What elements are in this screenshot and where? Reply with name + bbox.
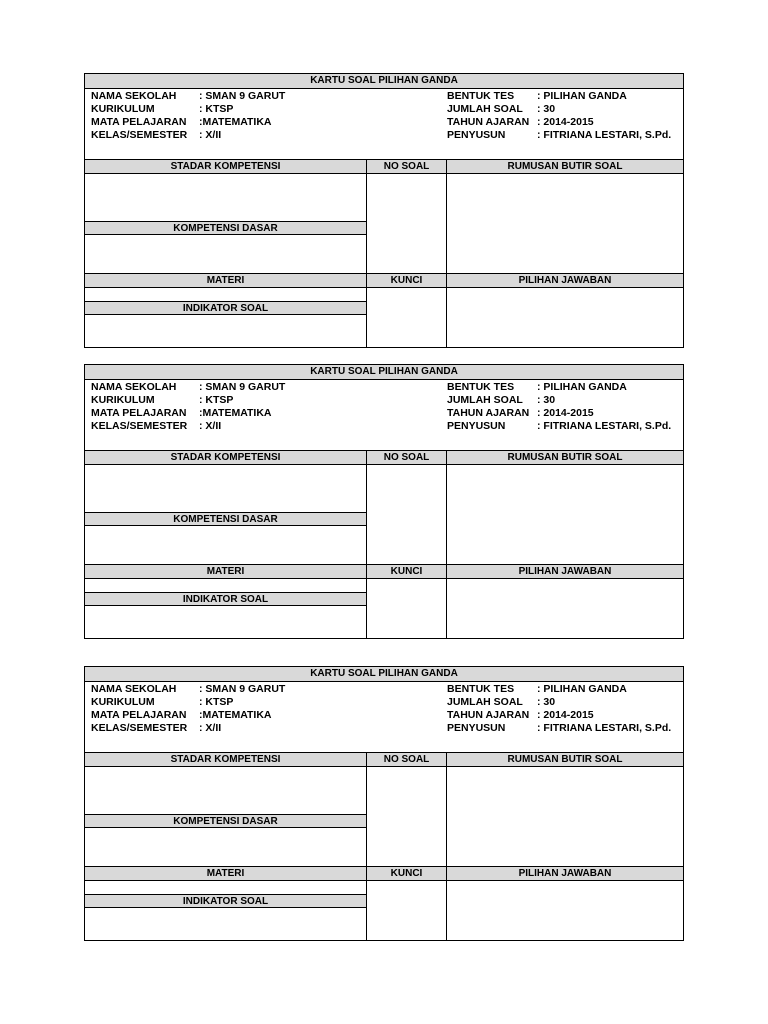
header-materi: MATERI <box>85 274 366 288</box>
info-kurikulum: KURIKULUM : KTSP <box>91 696 234 708</box>
column-divider <box>366 451 367 639</box>
materi-cell[interactable] <box>85 288 366 301</box>
kompetensi-dasar-cell[interactable] <box>85 235 366 273</box>
header-materi: MATERI <box>85 565 366 579</box>
header-pilihan-jawaban: PILIHAN JAWABAN <box>447 565 683 579</box>
header-indikator-soal: INDIKATOR SOAL <box>85 301 366 315</box>
column-divider <box>446 160 447 348</box>
header-stadar-kompetensi: STADAR KOMPETENSI <box>85 160 366 174</box>
stadar-kompetensi-cell[interactable] <box>85 767 366 814</box>
info-tahun-ajaran: TAHUN AJARAN : 2014-2015 <box>447 407 594 419</box>
card-info <box>85 380 683 451</box>
materi-cell[interactable] <box>85 579 366 592</box>
info-kelas-semester: KELAS/SEMESTER : X/II <box>91 722 222 734</box>
header-indikator-soal: INDIKATOR SOAL <box>85 894 366 908</box>
kompetensi-dasar-cell[interactable] <box>85 526 366 564</box>
info-kelas-semester: KELAS/SEMESTER : X/II <box>91 129 222 141</box>
header-stadar-kompetensi: STADAR KOMPETENSI <box>85 753 366 767</box>
materi-cell[interactable] <box>85 881 366 894</box>
info-bentuk-tes: BENTUK TES : PILIHAN GANDA <box>447 683 627 695</box>
info-tahun-ajaran: TAHUN AJARAN : 2014-2015 <box>447 709 594 721</box>
header-kompetensi-dasar: KOMPETENSI DASAR <box>85 512 366 526</box>
header-kunci: KUNCI <box>367 565 446 579</box>
header-kunci: KUNCI <box>367 867 446 881</box>
card-info <box>85 682 683 753</box>
pilihan-jawaban-cell[interactable] <box>447 288 683 348</box>
rumusan-butir-soal-cell[interactable] <box>447 465 683 564</box>
card-info <box>85 89 683 160</box>
header-stadar-kompetensi: STADAR KOMPETENSI <box>85 451 366 465</box>
header-kunci: KUNCI <box>367 274 446 288</box>
indikator-soal-cell[interactable] <box>85 908 366 941</box>
header-indikator-soal: INDIKATOR SOAL <box>85 592 366 606</box>
kunci-cell[interactable] <box>367 881 446 941</box>
header-kompetensi-dasar: KOMPETENSI DASAR <box>85 221 366 235</box>
no-soal-cell[interactable] <box>367 465 446 564</box>
info-tahun-ajaran: TAHUN AJARAN : 2014-2015 <box>447 116 594 128</box>
rumusan-butir-soal-cell[interactable] <box>447 767 683 866</box>
info-kurikulum: KURIKULUM : KTSP <box>91 394 234 406</box>
card-title: KARTU SOAL PILIHAN GANDA <box>85 74 683 89</box>
info-mata-pelajaran: MATA PELAJARAN :MATEMATIKA <box>91 116 272 128</box>
header-pilihan-jawaban: PILIHAN JAWABAN <box>447 274 683 288</box>
stadar-kompetensi-cell[interactable] <box>85 174 366 221</box>
info-kelas-semester: KELAS/SEMESTER : X/II <box>91 420 222 432</box>
info-mata-pelajaran: MATA PELAJARAN :MATEMATIKA <box>91 407 272 419</box>
header-no-soal: NO SOAL <box>367 753 446 767</box>
info-nama-sekolah: NAMA SEKOLAH : SMAN 9 GARUT <box>91 381 286 393</box>
indikator-soal-cell[interactable] <box>85 315 366 348</box>
info-kurikulum: KURIKULUM : KTSP <box>91 103 234 115</box>
info-mata-pelajaran: MATA PELAJARAN :MATEMATIKA <box>91 709 272 721</box>
header-rumusan-butir-soal: RUMUSAN BUTIR SOAL <box>447 451 683 465</box>
kunci-cell[interactable] <box>367 579 446 639</box>
column-divider <box>446 451 447 639</box>
kartu-soal-card-1 <box>84 73 684 348</box>
card-title: KARTU SOAL PILIHAN GANDA <box>85 667 683 682</box>
kartu-soal-card-3 <box>84 666 684 941</box>
pilihan-jawaban-cell[interactable] <box>447 881 683 941</box>
kunci-cell[interactable] <box>367 288 446 348</box>
kompetensi-dasar-cell[interactable] <box>85 828 366 866</box>
header-kompetensi-dasar: KOMPETENSI DASAR <box>85 814 366 828</box>
no-soal-cell[interactable] <box>367 767 446 866</box>
info-penyusun: PENYUSUN : FITRIANA LESTARI, S.Pd. <box>447 722 672 734</box>
rumusan-butir-soal-cell[interactable] <box>447 174 683 273</box>
header-no-soal: NO SOAL <box>367 451 446 465</box>
info-jumlah-soal: JUMLAH SOAL : 30 <box>447 103 556 115</box>
info-jumlah-soal: JUMLAH SOAL : 30 <box>447 394 556 406</box>
info-jumlah-soal: JUMLAH SOAL : 30 <box>447 696 556 708</box>
card-grid <box>85 160 683 348</box>
kartu-soal-card-2 <box>84 364 684 639</box>
card-grid <box>85 451 683 639</box>
header-rumusan-butir-soal: RUMUSAN BUTIR SOAL <box>447 160 683 174</box>
indikator-soal-cell[interactable] <box>85 606 366 639</box>
card-title: KARTU SOAL PILIHAN GANDA <box>85 365 683 380</box>
header-rumusan-butir-soal: RUMUSAN BUTIR SOAL <box>447 753 683 767</box>
card-grid <box>85 753 683 941</box>
info-nama-sekolah: NAMA SEKOLAH : SMAN 9 GARUT <box>91 683 286 695</box>
header-no-soal: NO SOAL <box>367 160 446 174</box>
column-divider <box>446 753 447 941</box>
header-pilihan-jawaban: PILIHAN JAWABAN <box>447 867 683 881</box>
column-divider <box>366 753 367 941</box>
header-materi: MATERI <box>85 867 366 881</box>
info-penyusun: PENYUSUN : FITRIANA LESTARI, S.Pd. <box>447 420 672 432</box>
info-bentuk-tes: BENTUK TES : PILIHAN GANDA <box>447 90 627 102</box>
stadar-kompetensi-cell[interactable] <box>85 465 366 512</box>
pilihan-jawaban-cell[interactable] <box>447 579 683 639</box>
info-penyusun: PENYUSUN : FITRIANA LESTARI, S.Pd. <box>447 129 672 141</box>
no-soal-cell[interactable] <box>367 174 446 273</box>
info-bentuk-tes: BENTUK TES : PILIHAN GANDA <box>447 381 627 393</box>
info-nama-sekolah: NAMA SEKOLAH : SMAN 9 GARUT <box>91 90 286 102</box>
column-divider <box>366 160 367 348</box>
